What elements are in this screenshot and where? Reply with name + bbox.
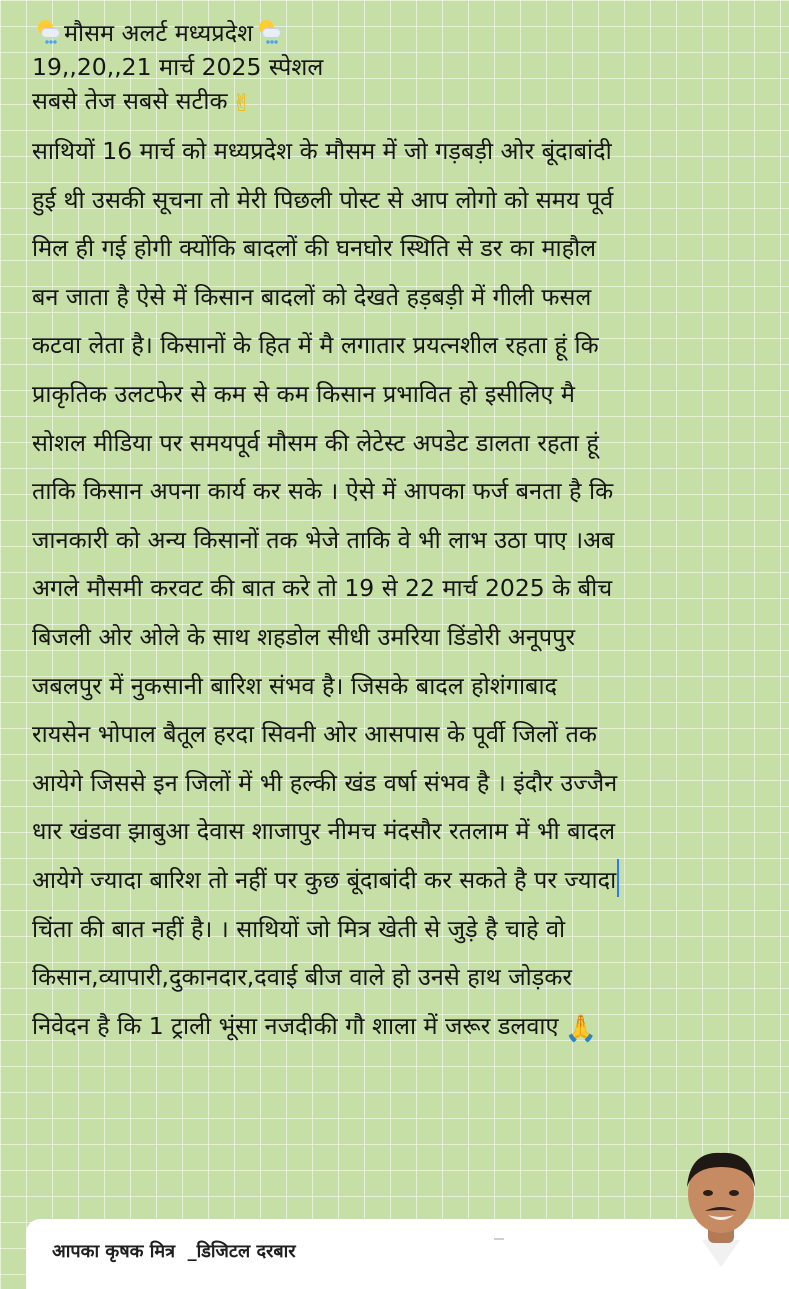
body-line: आयेगे ज्यादा बारिश तो नहीं पर कुछ बूंदाबांदी कर सकते है पर ज्यादा: [32, 865, 617, 894]
post-tagline: सबसे तेज सबसे सटीक: [32, 87, 228, 115]
body-line: अगले मौसमी करवट की बात करे तो 19 से 22 मार्च 2025 के बीच: [32, 574, 613, 603]
body-line: रायसेन भोपाल बैतूल हरदा सिवनी ओर आसपास के पूर्वी जिलों तक: [32, 720, 597, 749]
body-line: सोशल मीडिया पर समयपूर्व मौसम की लेटेस्ट अपडेट डालता रहता हूं: [32, 428, 599, 457]
body-line: किसान,व्यापारी,दुकानदार,दवाई बीज वाले हो उनसे हाथ जोड़कर: [32, 963, 573, 992]
body-line: मिल ही गई होगी क्योंकि बादलों की घनघोर स्थिति से डर का माहौल: [32, 234, 597, 263]
body-line: निवेदन है कि 1 ट्राली भूंसा नजदीकी गौ शाला में जरूर डलवाए: [32, 1011, 559, 1040]
post-body[interactable]: [32, 127, 762, 1050]
avatar-portrait-icon: [660, 1145, 782, 1280]
post-dates: 19,,20,,21 मार्च 2025 स्पेशल: [32, 53, 324, 81]
body-line: साथियों 16 मार्च को मध्यप्रदेश के मौसम में जो गड़बड़ी ओर बूंदाबांदी: [32, 137, 612, 165]
text-cursor[interactable]: [617, 859, 619, 897]
body-line: कटवा लेता है। किसानों के हित में मै लगातार प्रयत्नशील रहता हूं कि: [32, 331, 599, 360]
body-line: हुई थी उसकी सूचना तो मेरी पिछली पोस्ट से आप लोगो को समय पूर्व: [32, 185, 614, 214]
post-tagline-line: [32, 84, 762, 118]
sun-rain-cloud-icon: [255, 19, 283, 45]
avatar: [660, 1145, 782, 1280]
post-content: [32, 16, 762, 1050]
folded-hands-icon: 🙏: [564, 1013, 597, 1044]
victory-hand-icon: ✌: [231, 89, 252, 117]
body-line: चिंता की बात नहीं है। । साथियों जो मित्र खेती से जुड़े है चाहे वो: [32, 914, 566, 943]
body-line: धार खंडवा झाबुआ देवास शाजापुर नीमच मंदसौर रतलाम में भी बादल: [32, 817, 616, 846]
body-line: ताकि किसान अपना कार्य कर सके । ऐसे में आपका फर्ज बनता है कि: [32, 477, 614, 506]
body-line: जबलपुर में नुकसानी बारिश संभव है। जिसके बादल होशंगाबाद: [32, 671, 558, 700]
sun-rain-cloud-icon: [34, 19, 62, 45]
body-line: बिजली ओर ओले के साथ शहडोल सीधी उमरिया डिंडोरी अनूपपुर: [32, 622, 576, 651]
post-title-line: [32, 16, 762, 50]
body-line: आयेगे जिससे इन जिलों में भी हल्की खंड वर्षा संभव है । इंदौर उज्जैन: [32, 768, 618, 797]
closing-line: [32, 1002, 762, 1051]
body-line: जानकारी को अन्य किसानों तक भेजे ताकि वे भी लाभ उठा पाए ।अब: [32, 525, 615, 554]
divider: [494, 1238, 504, 1240]
body-line: प्राकृतिक उलटफेर से कम से कम किसान प्रभावित हो इसीलिए मै: [32, 379, 575, 408]
post-title: मौसम अलर्ट मध्यप्रदेश: [64, 19, 254, 47]
body-line-with-cursor: [32, 856, 762, 905]
body-line: बन जाता है ऐसे में किसान बादलों को देखते हड़बड़ी में गीली फसल: [32, 282, 592, 311]
signature-text: आपका कृषक मित्र _डिजिटल दरबार: [52, 1241, 296, 1262]
